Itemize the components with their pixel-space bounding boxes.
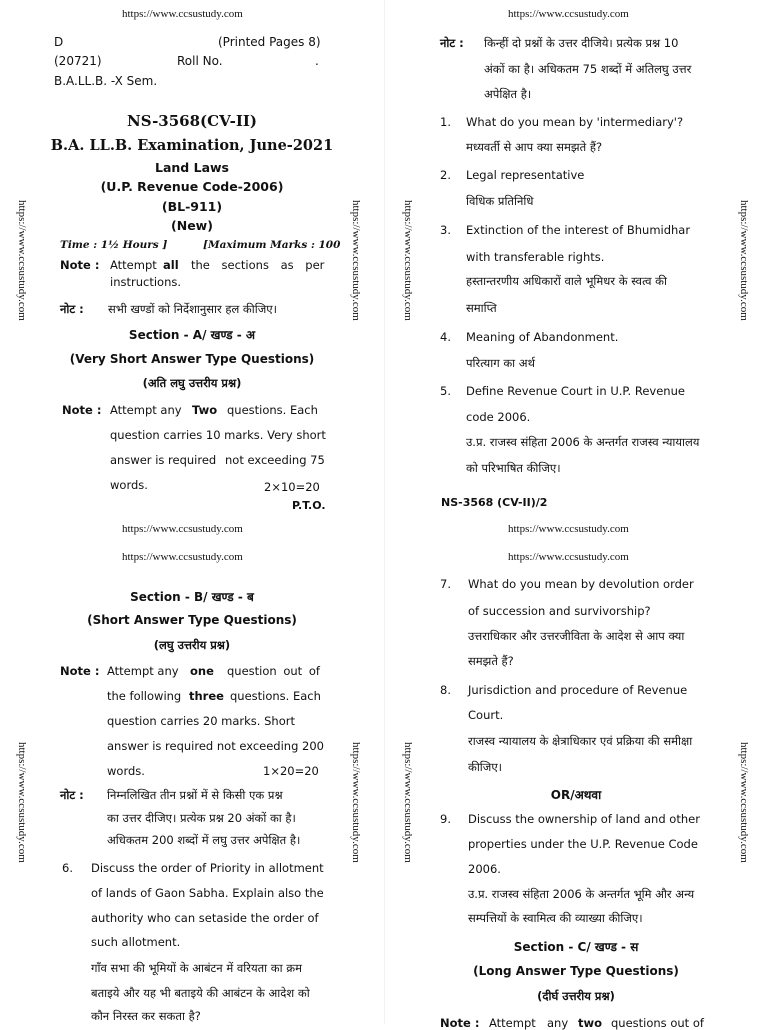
time-allowed: Time : 1½ Hours ] <box>60 239 168 251</box>
section-c-type-hindi: (दीर्घ उत्तरीय प्रश्न) <box>537 989 615 1003</box>
note-label: Note : <box>60 258 100 272</box>
note-hindi-text: सभी खण्डों को निर्देशानुसार हल कीजिए। <box>108 302 277 316</box>
question-text-en: of succession and survivorship? <box>468 604 651 618</box>
question-text-en: Define Revenue Court in U.P. Revenue <box>466 384 685 398</box>
section-b-note-hindi-label: नोट : <box>60 788 84 802</box>
watermark-url-vertical: https://www.ccsustudy.com <box>16 742 28 863</box>
section-b-heading: Section - B/ खण्ड - ब <box>130 590 254 604</box>
section-b-type-hindi: (लघु उत्तरीय प्रश्न) <box>153 638 231 652</box>
question-text-en: code 2006. <box>466 410 531 424</box>
question-text-hi: कीजिए। <box>468 760 503 774</box>
section-c-note-text: any <box>547 1016 569 1030</box>
section-a-note-text: words. <box>110 478 148 492</box>
section-a-note-label: Note : <box>62 403 102 417</box>
watermark-url: https://www.ccsustudy.com <box>508 8 629 20</box>
p2-note-text: किन्हीं दो प्रश्नों के उत्तर दीजिये। प्रत्येक प्रश्न 10 <box>484 36 679 50</box>
watermark-url-vertical: https://www.ccsustudy.com <box>350 742 362 863</box>
question-number: 9. <box>440 812 451 826</box>
question-text-en: Extinction of the interest of Bhumidhar <box>466 223 691 237</box>
scheme-label: (New) <box>171 218 213 233</box>
question-text-hi: गाँव सभा की भूमियों के आबंटन में वरियता का क्रम <box>91 961 302 975</box>
watermark-url-vertical: https://www.ccsustudy.com <box>402 742 414 863</box>
max-marks: [Maximum Marks : 100 <box>203 239 341 251</box>
note-hindi-label: नोट : <box>60 302 84 316</box>
watermark-url: https://www.ccsustudy.com <box>122 523 243 535</box>
question-text-hi: परित्याग का अर्थ <box>466 356 535 370</box>
pto-label: P.T.O. <box>292 499 326 512</box>
section-b-note-text: answer is required not exceeding 200 <box>107 739 325 753</box>
question-number: 1. <box>440 115 451 129</box>
section-b-note-text: questions. Each <box>230 689 321 703</box>
watermark-url-vertical: https://www.ccsustudy.com <box>350 200 362 321</box>
act-title: (U.P. Revenue Code-2006) <box>100 179 284 194</box>
question-number: 7. <box>440 577 451 591</box>
question-text-en: properties under the U.P. Revenue Code <box>468 837 698 851</box>
section-a-type-hindi: (अति लघु उत्तरीय प्रश्न) <box>142 376 242 390</box>
section-b-note-text: the following <box>107 689 182 703</box>
watermark-url-vertical: https://www.ccsustudy.com <box>16 200 28 321</box>
section-c-note-label: Note : <box>440 1016 480 1030</box>
question-text-hi: कौन निरस्त कर सकता है? <box>91 1009 201 1023</box>
question-number: 6. <box>62 861 73 875</box>
question-text-hi: उ.प्र. राजस्व संहिता 2006 के अन्तर्गत भूमि और अन्य <box>468 887 695 901</box>
section-b-type: (Short Answer Type Questions) <box>87 613 297 627</box>
watermark-url-vertical: https://www.ccsustudy.com <box>738 742 750 863</box>
question-text-en: Legal representative <box>466 168 585 182</box>
question-text-en: of lands of Gaon Sabha. Explain also the <box>91 886 324 900</box>
question-text-hi: बताइये और यह भी बताइये की आबंटन के आदेश को <box>91 986 310 1000</box>
paper-number: NS-3568(CV-II) <box>126 112 257 130</box>
watermark-url: https://www.ccsustudy.com <box>122 551 243 563</box>
p2-note-text: अपेक्षित है। <box>484 87 532 101</box>
page-footer: NS-3568 (CV-II)/2 <box>441 496 548 509</box>
section-b-note-hindi: अधिकतम 200 शब्दों में लघु उत्तर अपेक्षित है। <box>107 833 301 847</box>
question-text-en: Discuss the ownership of land and other <box>468 812 700 826</box>
question-text-hi: उ.प्र. राजस्व संहिता 2006 के अन्तर्गत राजस्व न्यायालय <box>466 435 700 449</box>
paper-code-number: (20721) <box>54 54 102 68</box>
section-b-note-bold: one <box>190 664 214 678</box>
question-text-hi: को परिभाषित कीजिए। <box>466 461 561 475</box>
question-text-en: Court. <box>468 708 504 722</box>
section-a-marks: 2×10=20 <box>264 480 320 494</box>
question-text-hi: सम्पत्तियों के स्वामित्व की व्याख्या कीजिए। <box>468 911 643 925</box>
watermark-url: https://www.ccsustudy.com <box>508 551 629 563</box>
question-text-hi: हस्तान्तरणीय अधिकारों वाले भूमिधर के स्वत्व की <box>466 274 667 288</box>
watermark-url: https://www.ccsustudy.com <box>122 8 243 20</box>
p2-note-text: अंकों का है। अधिकतम 75 शब्दों में अतिलघु उत्तर <box>484 62 692 76</box>
printed-pages: (Printed Pages 8) <box>218 35 321 49</box>
question-text-en: such allotment. <box>91 935 181 949</box>
question-text-en: with transferable rights. <box>466 250 605 264</box>
roll-no-dot: . <box>315 54 319 68</box>
section-b-note-bold: three <box>189 689 224 703</box>
question-text-hi: राजस्व न्यायालय के क्षेत्राधिकार एवं प्रक्रिया की समीक्षा <box>468 734 693 748</box>
section-c-note-text: questions out of <box>611 1016 704 1030</box>
question-text-hi: समाप्ति <box>466 301 497 315</box>
question-text-en: What do you mean by 'intermediary'? <box>466 115 684 129</box>
section-b-note-text: words. <box>107 764 145 778</box>
section-a-heading: Section - A/ खण्ड - अ <box>128 328 256 342</box>
section-c-heading: Section - C/ खण्ड - स <box>513 940 639 954</box>
section-c-type: (Long Answer Type Questions) <box>473 964 679 978</box>
note-text-bold: all <box>163 258 179 272</box>
series-code: D <box>54 35 64 49</box>
section-a-note-text: questions. Each <box>227 403 318 417</box>
section-c-note-bold: two <box>578 1016 603 1030</box>
question-number: 5. <box>440 384 451 398</box>
question-text-hi: मध्यवर्ती से आप क्या समझते हैं? <box>466 140 603 154</box>
section-c-note-text: Attempt <box>489 1016 536 1030</box>
question-number: 3. <box>440 223 451 237</box>
watermark-url-vertical: https://www.ccsustudy.com <box>738 200 750 321</box>
section-b-note-text: question carries 20 marks. Short <box>107 714 295 728</box>
section-b-note-text: question out of <box>227 664 320 678</box>
question-text-en: Meaning of Abandonment. <box>466 330 619 344</box>
or-separator: OR/अथवा <box>550 788 602 802</box>
section-a-note-bold: Two <box>192 403 218 417</box>
question-number: 2. <box>440 168 451 182</box>
section-b-note-label: Note : <box>60 664 100 678</box>
section-b-note-text: Attempt any <box>107 664 179 678</box>
exam-title: B.A. LL.B. Examination, June-2021 <box>50 137 334 154</box>
question-text-en: Discuss the order of Priority in allotment <box>91 861 324 875</box>
section-a-note-text: Attempt any <box>110 403 182 417</box>
course-name: B.A.LL.B. -X Sem. <box>54 74 158 88</box>
section-a-note-text: answer is required <box>110 453 217 467</box>
question-number: 4. <box>440 330 451 344</box>
question-text-hi: विधिक प्रतिनिधि <box>466 194 534 208</box>
question-number: 8. <box>440 683 451 697</box>
question-text-en: Jurisdiction and procedure of Revenue <box>468 683 688 697</box>
question-text-en: authority who can setaside the order of <box>91 911 319 925</box>
question-text-en: What do you mean by devolution order <box>468 577 694 591</box>
note-text: Attempt <box>110 258 157 272</box>
section-b-marks: 1×20=20 <box>263 764 319 778</box>
question-text-en: 2006. <box>468 862 501 876</box>
question-text-hi: समझते हैं? <box>468 654 514 668</box>
p2-note-label: नोट : <box>440 36 464 50</box>
paper-code: (BL-911) <box>161 199 223 214</box>
subject-title: Land Laws <box>155 160 229 175</box>
watermark-url-vertical: https://www.ccsustudy.com <box>402 200 414 321</box>
section-a-type: (Very Short Answer Type Questions) <box>69 352 315 366</box>
question-text-hi: उत्तराधिकार और उत्तरजीविता के आदेश से आप क्या <box>468 629 685 643</box>
section-b-note-hindi: निम्नलिखित तीन प्रश्नों में से किसी एक प्रश्न <box>107 788 283 802</box>
note-text: instructions. <box>110 275 181 289</box>
section-b-note-hindi: का उत्तर दीजिए। प्रत्येक प्रश्न 20 अंकों का है। <box>107 811 296 825</box>
note-text: the sections as per <box>191 258 325 272</box>
roll-no-label: Roll No. <box>177 54 223 68</box>
watermark-url: https://www.ccsustudy.com <box>508 523 629 535</box>
section-a-note-text: question carries 10 marks. Very short <box>110 428 326 442</box>
section-a-note-text: not exceeding 75 <box>225 453 325 467</box>
